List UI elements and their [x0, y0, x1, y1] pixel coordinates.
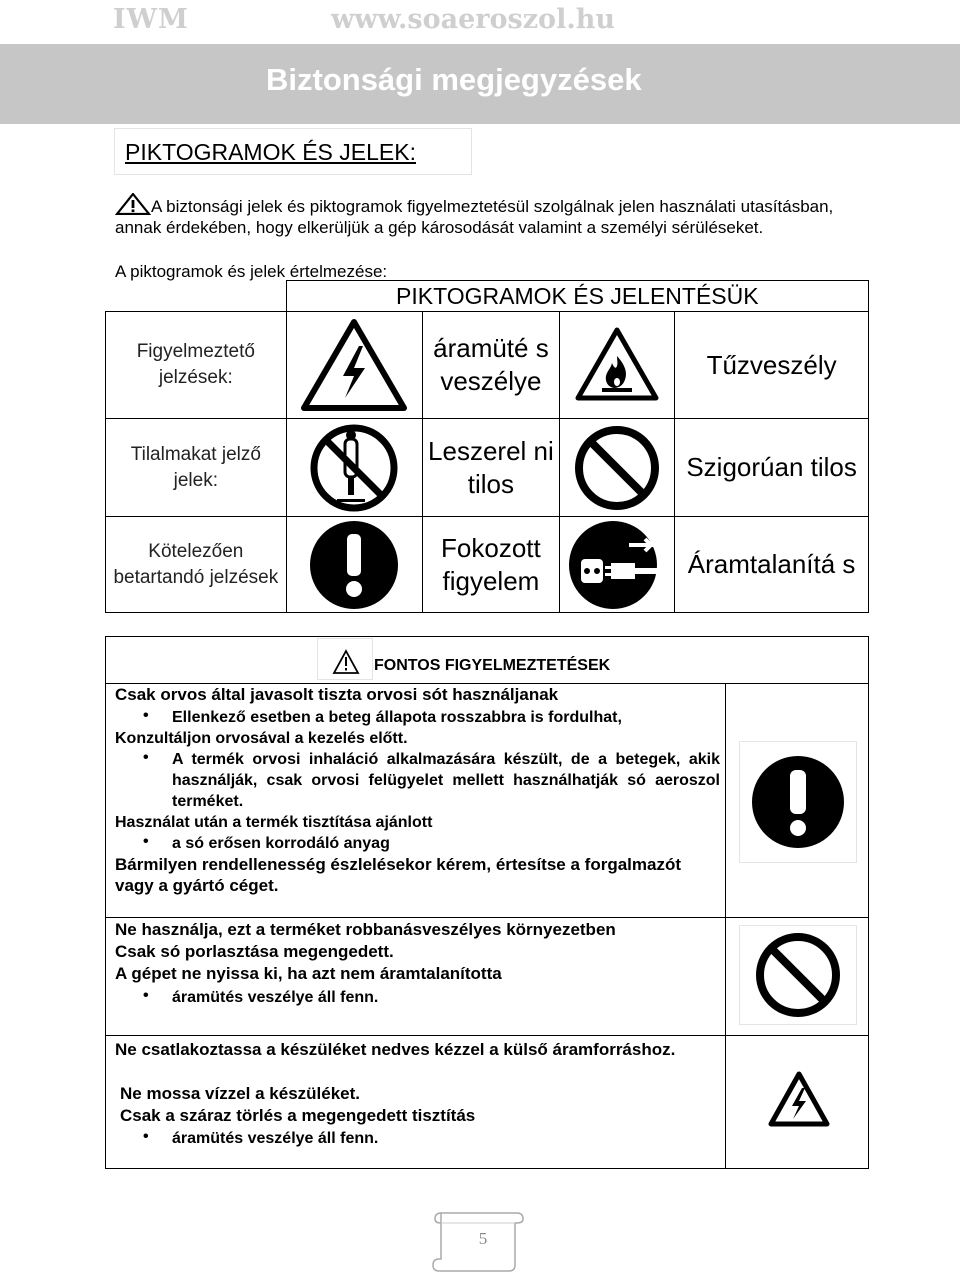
fire-hazard-icon: [560, 312, 675, 419]
bullet-icon: •: [143, 987, 149, 1004]
table-row: [106, 517, 869, 613]
title-banner: [0, 44, 960, 124]
pictogram-meaning: Szigorúan tilos: [675, 419, 869, 517]
row-label: Tilalmakat jelző jelek:: [106, 419, 287, 517]
warning-bullet-text: a só erősen korrodáló anyag: [172, 835, 390, 852]
divider: [106, 1035, 868, 1036]
interpretation-line: A piktogramok és jelek értelmezése:: [115, 262, 388, 281]
no-disassembly-icon: [286, 419, 422, 517]
table-corner: [106, 281, 287, 312]
warning-triangle-icon: [317, 638, 373, 680]
warning-text: Csak orvos által javasolt tiszta orvosi sót használjanak: [115, 685, 559, 704]
prohibited-icon: [739, 925, 857, 1025]
divider: [725, 683, 726, 1169]
section-title: PIKTOGRAMOK ÉS JELEK:: [125, 139, 416, 165]
bullet-icon: •: [143, 1128, 149, 1145]
page-number: 5: [478, 1229, 488, 1248]
warning-text: Használat után a termék tisztítása ajánlott: [115, 814, 433, 831]
row-label: Figyelmeztető jelzések:: [106, 312, 287, 419]
table-row: [106, 312, 869, 419]
pictogram-meaning: áramüté s veszélye: [422, 312, 560, 419]
pictogram-meaning: Fokozott figyelem: [422, 517, 560, 613]
warning-text: Ne használja, ezt a terméket robbanásveszélyes környezetben: [115, 920, 616, 939]
warning-bullet-text: A termék orvosi inhaláció alkalmazására készült, de a betegek, akik használják, csak orvosi felügyelet mellett használhatják só aeroszol terméket.: [172, 751, 720, 810]
unplug-icon: [560, 517, 675, 613]
warning-triangle-icon: [115, 193, 151, 215]
website-link[interactable]: www.soaeroszol.hu: [331, 4, 615, 35]
mandatory-exclamation-icon: [286, 517, 422, 613]
warning-text: A gépet ne nyissa ki, ha azt nem áramtalanította: [115, 964, 502, 983]
warning-text: Ne csatlakoztassa a készüléket nedves kézzel a külső áramforráshoz.: [115, 1040, 676, 1059]
pictogram-table-header: PIKTOGRAMOK ÉS JELENTÉSÜK: [286, 281, 868, 312]
section-heading-box: [114, 128, 472, 175]
brand-logo-text: IWM: [113, 4, 189, 35]
intro-paragraph: [115, 193, 835, 238]
intro-text: A biztonsági jelek és piktogramok figyelmeztetésül szolgálnak jelen használati utasításban, annak érdekében, hogy elkerüljük a gép károsodását valamint a személyi sérüléseket.: [115, 197, 834, 237]
electric-shock-warning-icon: [286, 312, 422, 419]
warning-text: Ne mossa vízzel a készüléket.: [120, 1084, 361, 1103]
mandatory-exclamation-icon: [739, 741, 857, 863]
warning-bullet-text: áramütés veszélye áll fenn.: [172, 989, 379, 1006]
warnings-title: FONTOS FIGYELMEZTETÉSEK: [374, 657, 611, 674]
pictogram-table: [105, 280, 869, 613]
warning-text: Bármilyen rendellenesség észlelésekor kérem, értesítse a forgalmazót vagy a gyártó céget.: [115, 855, 681, 895]
pictogram-meaning: Áramtalanítá s: [675, 517, 869, 613]
electric-shock-warning-icon: [768, 1071, 830, 1127]
important-warnings-box: [105, 636, 869, 1169]
bullet-icon: •: [143, 833, 149, 850]
divider: [106, 917, 868, 918]
warning-text: Konzultáljon orvosával a kezelés előtt.: [115, 730, 408, 747]
table-row: [106, 419, 869, 517]
warning-text: Csak só porlasztása megengedett.: [115, 942, 394, 961]
pictogram-meaning: Tűzveszély: [675, 312, 869, 419]
page-title: Biztonsági megjegyzések: [266, 62, 642, 97]
pictogram-meaning: Leszerel ni tilos: [422, 419, 560, 517]
warning-bullet-text: áramütés veszélye áll fenn.: [172, 1130, 379, 1147]
bullet-icon: •: [143, 749, 149, 766]
prohibited-icon: [560, 419, 675, 517]
warning-bullet-text: Ellenkező esetben a beteg állapota rosszabbra is fordulhat,: [172, 709, 622, 726]
row-label: Kötelezően betartandó jelzések: [106, 517, 287, 613]
bullet-icon: •: [143, 707, 149, 724]
warning-text: Csak a száraz törlés a megengedett tisztítás: [120, 1106, 476, 1125]
page-number-scroll: [431, 1207, 525, 1273]
